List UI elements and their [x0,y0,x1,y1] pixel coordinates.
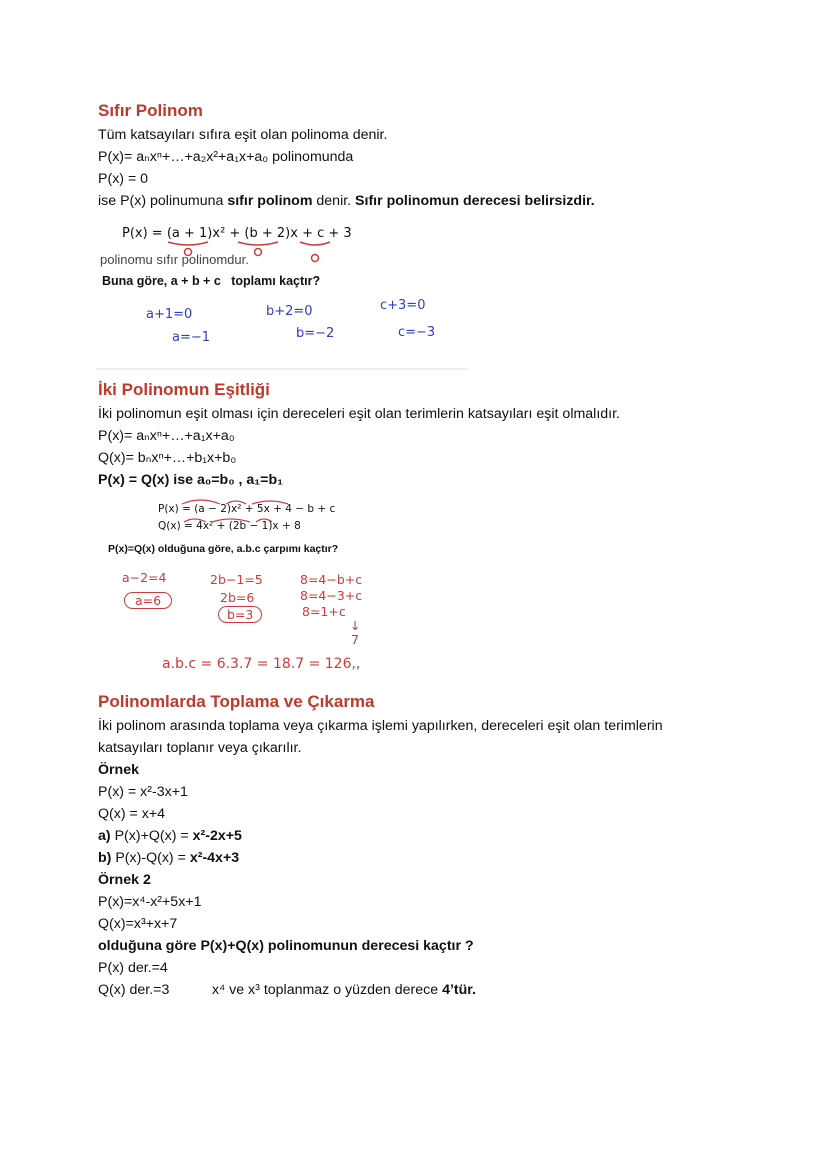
hw-a-eq1: a+1=0 [146,307,193,322]
example-1-question [102,274,320,288]
hw-b-eq1: b+2=0 [266,304,313,319]
example-2-red-marks [180,498,290,538]
b-expression: P(x)-Q(x) = [111,850,190,866]
example-heading: Örnek [98,762,140,778]
hw-col1-l2: a=6 [124,592,172,609]
equality-definition: İki polinomun eşit olması için dereceleri eşit olan terimlerin katsayıları eşit olmalıdır. [98,406,620,422]
hw-a-eq2: a=−1 [172,330,211,345]
example-2-q: Q(x) = 4x² + (2b − 1)x + 8 [158,520,301,532]
answer-pre: x⁴ ve x³ toplanmaz o yüzden derece [212,982,443,998]
zero-condition: P(x) = 0 [98,171,149,187]
hw-b-eq2: b=−2 [296,326,335,341]
addition-definition-1: İki polinom arasında toplama veya çıkarma işlemi yapılırken, dereceleri eşit olan terimlerin [98,718,663,734]
q-general: Q(x)= bₙxⁿ+…+b₁x+b₀ [98,450,237,466]
definition-text: Tüm katsayıları sıfıra eşit olan polinoma denir. [98,127,388,143]
hw-col3-l1: 8=4−b+c [300,572,363,587]
example-2-q-poly: Q(x)=x³+x+7 [98,916,178,932]
equality-condition: P(x) = Q(x) ise a₀=b₀ , a₁=b₁ [98,472,283,488]
hw-col3-l5: 7 [351,632,359,647]
statement-bold-1: sıfır polinom [227,193,313,209]
example-p: P(x) = x²-3x+1 [98,784,188,800]
example-2-heading: Örnek 2 [98,872,151,888]
hw-c-eq1: c+3=0 [380,298,426,313]
example-2-p-poly: P(x)=x⁴-x²+5x+1 [98,894,202,910]
q-degree: Q(x) der.=3 [98,982,170,998]
question-pre: Buna göre, a + b + c [102,274,221,288]
example-1-formula: P(x) = (a + 1)x² + (b + 2)x + c + 3 [122,226,352,241]
hw-col3-l2: 8=4−3+c [300,588,363,603]
section-title-sifir-polinom: Sıfır Polinom [98,101,203,120]
question-post: toplamı kaçtır? [231,274,321,288]
a-expression: P(x)+Q(x) = [110,828,193,844]
section-title-toplama: Polinomlarda Toplama ve Çıkarma [98,692,375,711]
a-label: a) [98,828,111,844]
hw-col2-l3: b=3 [218,606,262,623]
section-title-esitlik: İki Polinomun Eşitliği [98,380,270,399]
hw-c-eq2: c=−3 [398,325,436,340]
a-result: x²-2x+5 [192,828,242,844]
example-q: Q(x) = x+4 [98,806,166,822]
p-degree: P(x) der.=4 [98,960,168,976]
zero-polynomial-statement [98,190,595,212]
hw-col2-l2: 2b=6 [220,590,255,605]
example-2-p: P(x) = (a − 2)x² + 5x + 4 − b + c [158,503,336,515]
b-result: x²-4x+3 [189,850,240,866]
statement-pre: ise P(x) polinumuna [98,193,228,209]
example-a [98,825,242,847]
hw-result: a.b.c = 6.3.7 = 18.7 = 126,, [162,656,361,672]
b-label: b) [98,850,112,866]
statement-mid: denir. [312,193,356,209]
hw-col2-l1: 2b−1=5 [210,572,263,587]
example-1-line2: polinomu sıfır polinomdur. [100,252,249,267]
hw-col3-arrow: ↓ [350,618,361,633]
example-2-question-text: olduğuna göre P(x)+Q(x) polinomunun derecesi kaçtır ? [98,938,474,954]
statement-bold-2: Sıfır polinomun derecesi belirsizdir. [355,193,595,209]
hw-col3-l3: 8=1+c [302,604,346,619]
example-2-question: P(x)=Q(x) olduğuna göre, a.b.c çarpımı kaçtır? [108,543,339,555]
hw-col1-l1: a−2=4 [122,570,167,585]
degree-answer [212,979,476,1001]
p-general: P(x)= aₙxⁿ+…+a₁x+a₀ [98,428,235,444]
example-b [98,847,239,869]
addition-definition-2: katsayıları toplanır veya çıkarılır. [98,740,302,756]
answer-bold: 4’tür. [442,982,476,998]
general-polynomial: P(x)= aₙxⁿ+…+a₂x²+a₁x+a₀ polinomunda [98,149,354,165]
